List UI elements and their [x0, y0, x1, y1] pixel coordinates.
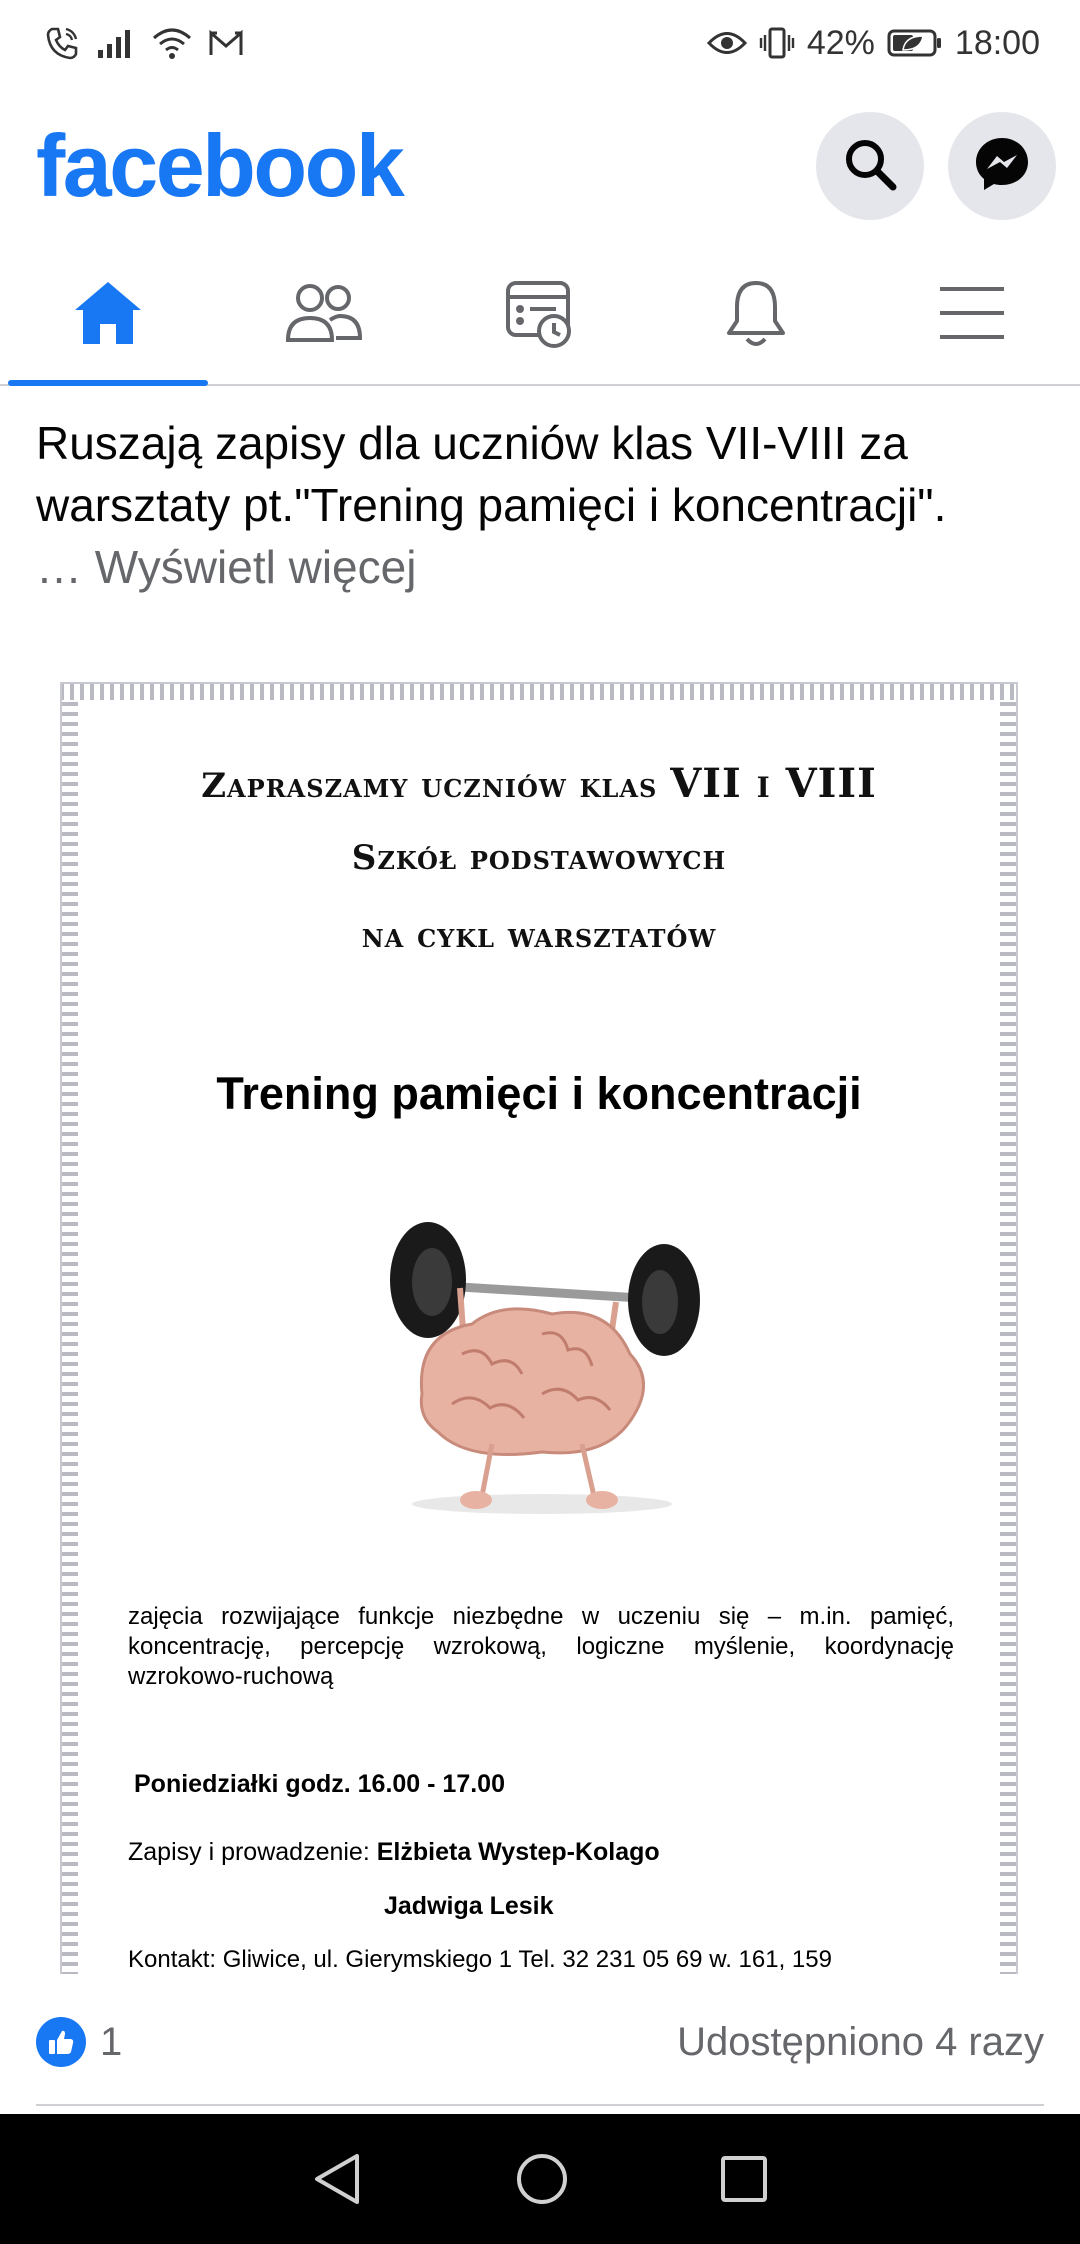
status-left [44, 25, 244, 61]
leader-1: Elżbieta Wystep-Kolago [376, 1838, 660, 1866]
reactions-bar [36, 2010, 1044, 2074]
recents-icon[interactable] [719, 2154, 769, 2204]
battery-percent: 42% [806, 23, 875, 62]
invite-grades: VII i VIII [670, 760, 877, 807]
system-nav-bar [0, 2114, 1080, 2244]
wifi-calling-icon [44, 25, 80, 61]
like-icon [36, 2017, 86, 2067]
invite-line-1 [42, 760, 1036, 807]
clock: 18:00 [954, 23, 1040, 62]
flyer-hours: Poniedziałki godz. 16.00 - 17.00 [134, 1770, 505, 1798]
invite-line-3: na cykl warsztatów [361, 916, 717, 956]
signup-label: Zapisy i prowadzenie: [128, 1838, 370, 1866]
gmail-icon [208, 28, 244, 58]
share-count[interactable]: Udostępniono 4 razy [677, 2019, 1044, 2064]
like-summary[interactable] [36, 2017, 122, 2067]
menu-icon [938, 283, 1006, 348]
search-icon [841, 135, 899, 198]
search-button[interactable] [816, 112, 924, 220]
messenger-button[interactable] [948, 112, 1056, 220]
memories-icon [504, 277, 576, 354]
flyer-contact: Kontakt: Gliwice, ul. Gierymskiego 1 Tel. 32 231 05 69 w. 161, 159 [128, 1946, 832, 1973]
status-bar [0, 0, 1080, 86]
post-text [36, 412, 1046, 598]
divider [36, 2104, 1044, 2106]
flyer-signup [128, 1838, 660, 1867]
status-right [707, 24, 1040, 63]
main-nav [0, 246, 1080, 386]
tab-memories[interactable] [432, 246, 648, 384]
leader-2: Jadwiga Lesik [384, 1892, 554, 1920]
tab-notifications[interactable] [648, 246, 864, 384]
tab-friends[interactable] [216, 246, 432, 384]
flyer-title: Trening pamięci i koncentracji [216, 1068, 862, 1119]
wifi-icon [152, 26, 192, 60]
post-image[interactable] [42, 664, 1036, 1974]
tab-menu[interactable] [864, 246, 1080, 384]
see-more-link[interactable]: Wyświetl więcej [94, 541, 417, 593]
home-circle-icon[interactable] [515, 2152, 569, 2206]
back-icon[interactable] [311, 2152, 365, 2206]
app-header [0, 86, 1080, 246]
friends-icon [284, 280, 364, 351]
header-actions [816, 112, 1056, 220]
tab-home[interactable] [0, 246, 216, 384]
post-body: Ruszają zapisy dla uczniów klas VII-VIII za warsztaty pt."Trening pamięci i koncentracji". [36, 417, 947, 531]
messenger-icon [972, 134, 1032, 199]
bell-icon [723, 277, 789, 354]
post-ellipsis: … [36, 541, 82, 593]
home-icon [71, 278, 145, 353]
vibrate-icon [759, 26, 795, 60]
eye-icon [707, 28, 747, 58]
invite-line-2: Szkół podstawowych [351, 838, 727, 878]
flyer-description: zajęcia rozwijające funkcje niezbędne w uczeniu się – m.in. pamięć, koncentrację, percepcję wzrokową, logiczne myślenie, koordynację wzrokowo-ruchową [128, 1603, 954, 1690]
signal-icon [96, 26, 136, 60]
like-count: 1 [100, 2019, 123, 2064]
facebook-logo[interactable]: facebook [36, 116, 403, 215]
invite-prefix: Zapraszamy uczniów klas [201, 766, 658, 806]
brain-lifting-barbell-illustration [372, 1204, 712, 1524]
battery-icon [887, 28, 943, 58]
